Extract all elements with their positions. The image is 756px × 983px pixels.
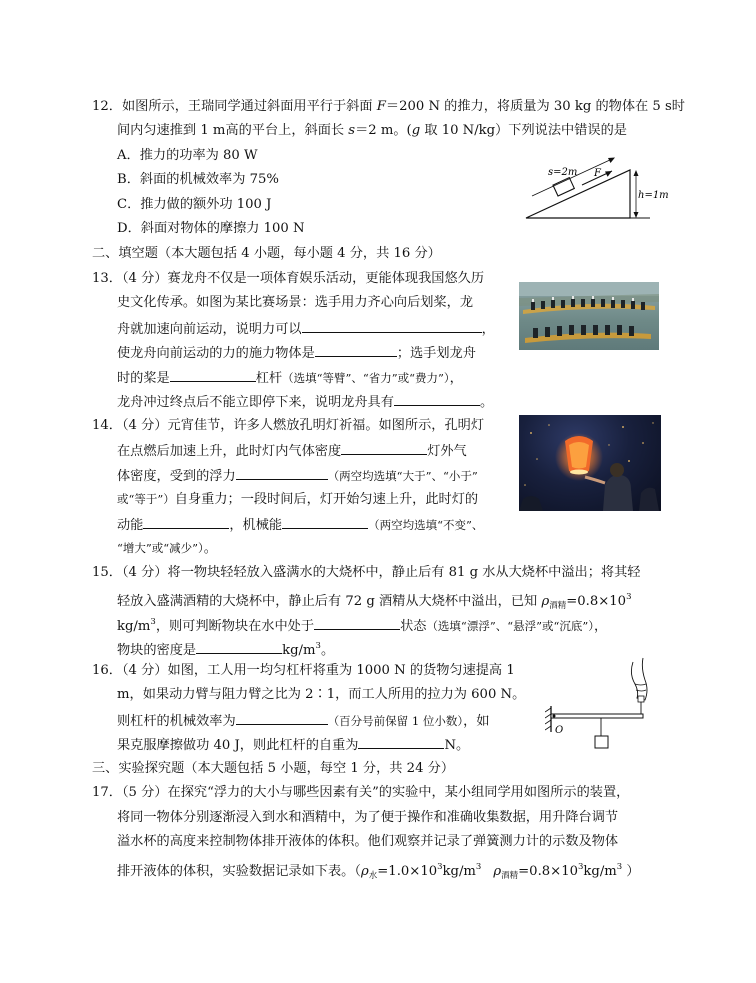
q14-line-3: 体密度，受到的浮力 （两空均选填“大于”、“小于” — [117, 465, 478, 487]
q14-blank-2[interactable] — [236, 465, 328, 480]
q12-line-1: 12．如图所示，王瑞同学通过斜面用平行于斜面 F＝200 N 的推力，将质量为 30 kg 的物体在 5 s时 — [92, 99, 685, 114]
pivot-label: O — [555, 725, 564, 736]
q13-blank-4[interactable] — [394, 391, 480, 406]
q15-line-2: 轻放入盛满酒精的大烧杯中，静止后有 72 g 酒精从大烧杯中溢出，已知 $\rho_{酒精}=0.8\times 10^3$ — [117, 592, 632, 611]
q13-line-3: 舟就加速向前运动，说明力可以 ， — [117, 318, 495, 340]
q16-line-4: 果克服摩擦做功 40 J，则此杠杆的自重为 N。 — [117, 734, 469, 756]
q13-blank-3[interactable] — [170, 367, 256, 382]
q12-number: 12． — [92, 99, 122, 114]
q15-blank-2[interactable] — [196, 639, 282, 654]
q15-number: 15． — [92, 565, 122, 580]
cargo-box — [595, 736, 608, 748]
q12-option-c[interactable]: C．推力做的额外功 100 J — [117, 197, 272, 212]
incline-triangle — [526, 170, 630, 218]
sky-lantern-photo — [519, 415, 661, 511]
q15-blank-1[interactable] — [314, 615, 400, 630]
block — [553, 178, 574, 196]
incline-figure — [520, 150, 670, 222]
h-label: h=1m — [638, 190, 669, 201]
q16-blank-1[interactable] — [236, 710, 328, 725]
q12-option-a[interactable]: A．推力的功率为 80 W — [117, 148, 258, 163]
q13-line-2: 史文化传承。如图为某比赛场景：选手用力齐心向后划桨，龙 — [117, 295, 474, 310]
q14-line-4: 或“等于”）自身重力；一段时间后，灯开始匀速上升，此时灯的 — [117, 492, 479, 507]
q12-option-b[interactable]: B．斜面的机械效率为 75% — [117, 172, 279, 187]
q14-blank-3[interactable] — [143, 514, 229, 529]
q14-line-1: 14．（4 分）元宵佳节，许多人燃放孔明灯祈福。如图所示，孔明灯 — [92, 418, 485, 433]
q14-line-6: “增大”或“减少”）。 — [117, 541, 217, 556]
hand — [631, 658, 647, 700]
q12-option-d[interactable]: D．斜面对物体的摩擦力 100 N — [117, 221, 305, 236]
q12-line-2: 间内匀速推到 1 m高的平台上，斜面长 s＝2 m。(g 取 10 N/kg）下列说法中错误的是 — [117, 123, 627, 138]
q17-number: 17． — [92, 785, 122, 800]
lever-figure — [545, 654, 660, 754]
q14-blank-4[interactable] — [282, 514, 368, 529]
section-2-heading: 二、填空题（本大题包括 4 小题，每小题 4 分，共 16 分） — [92, 246, 441, 261]
dragon-boat-photo — [519, 282, 659, 350]
section-3-heading: 三、实验探究题（本大题包括 5 小题，每空 1 分，共 24 分） — [92, 761, 455, 776]
q14-blank-1[interactable] — [341, 440, 427, 455]
s-label: s=2m — [548, 167, 578, 178]
q15-line-4: 物块的密度是 $kg/m^3$。 — [117, 641, 335, 658]
pivot — [553, 715, 556, 718]
q17-line-2: 将同一物体分别逐渐浸入到水和酒精中，为了便于操作和准确收集数据，用升降台调节 — [117, 810, 619, 825]
q15-line-1: 15．（4 分）将一物块轻轻放入盛满水的大烧杯中，静止后有 81 g 水从大烧杯中溢出；将其轻 — [92, 565, 641, 580]
q16-line-1: 16．（4 分）如图，工人用一均匀杠杆将重为 1000 N 的货物匀速提高 1 — [92, 663, 515, 678]
q17-line-3: 溢水杯的高度来控制物体排开液体的体积。他们观察并记录了弹簧测力计的示数及物体 — [117, 834, 619, 849]
q17-line-1: 17．（5 分）在探究“浮力的大小与哪些因素有关”的实验中，某小组同学用如图所示的装置， — [92, 785, 630, 800]
q13-blank-2[interactable] — [315, 342, 397, 357]
q13-blank-1[interactable] — [302, 318, 482, 333]
q16-blank-2[interactable] — [358, 734, 444, 749]
q17-line-4: 排开液体的体积，实验数据记录如下表。（$\rho_水=1.0\times 10^3kg/m^3$ $\rho_{酒精}=0.8\times 10^3kg/m^3$ ） — [117, 862, 640, 881]
lever-bar — [551, 714, 643, 718]
q15-line-3: $kg/m^3$，则可判断物块在水中处于 状态（选填“漂浮”、“悬浮”或“沉底”）， — [117, 617, 608, 634]
q16-number: 16． — [92, 663, 122, 678]
q13-line-6: 龙舟冲过终点后不能立即停下来，说明龙舟具有 。 — [117, 391, 493, 413]
F-label: F — [594, 168, 601, 179]
q13-line-4: 使龙舟向前运动的力的施力物体是 ；选手划龙舟 — [117, 342, 476, 364]
q13-line-5: 时的桨是 杠杆（选填“等臂”、“省力”或“费力”）， — [117, 367, 463, 389]
q14-line-5: 动能 ，机械能 （两空均选填“不变”、 — [117, 514, 483, 536]
q16-line-3: 则杠杆的机械效率为 （百分号前保留 1 位小数），如 — [117, 710, 489, 732]
q14-number: 14． — [92, 418, 122, 433]
q13-number: 13． — [92, 271, 122, 286]
q16-line-2: m，如果动力臂与阻力臂之比为 2∶1，而工人所用的拉力为 600 N。 — [117, 687, 526, 702]
q14-line-2: 在点燃后加速上升，此时灯内气体密度 灯外气 — [117, 440, 467, 462]
q13-line-1: 13．（4 分）赛龙舟不仅是一项体育娱乐活动，更能体现我国悠久历 — [92, 271, 485, 286]
